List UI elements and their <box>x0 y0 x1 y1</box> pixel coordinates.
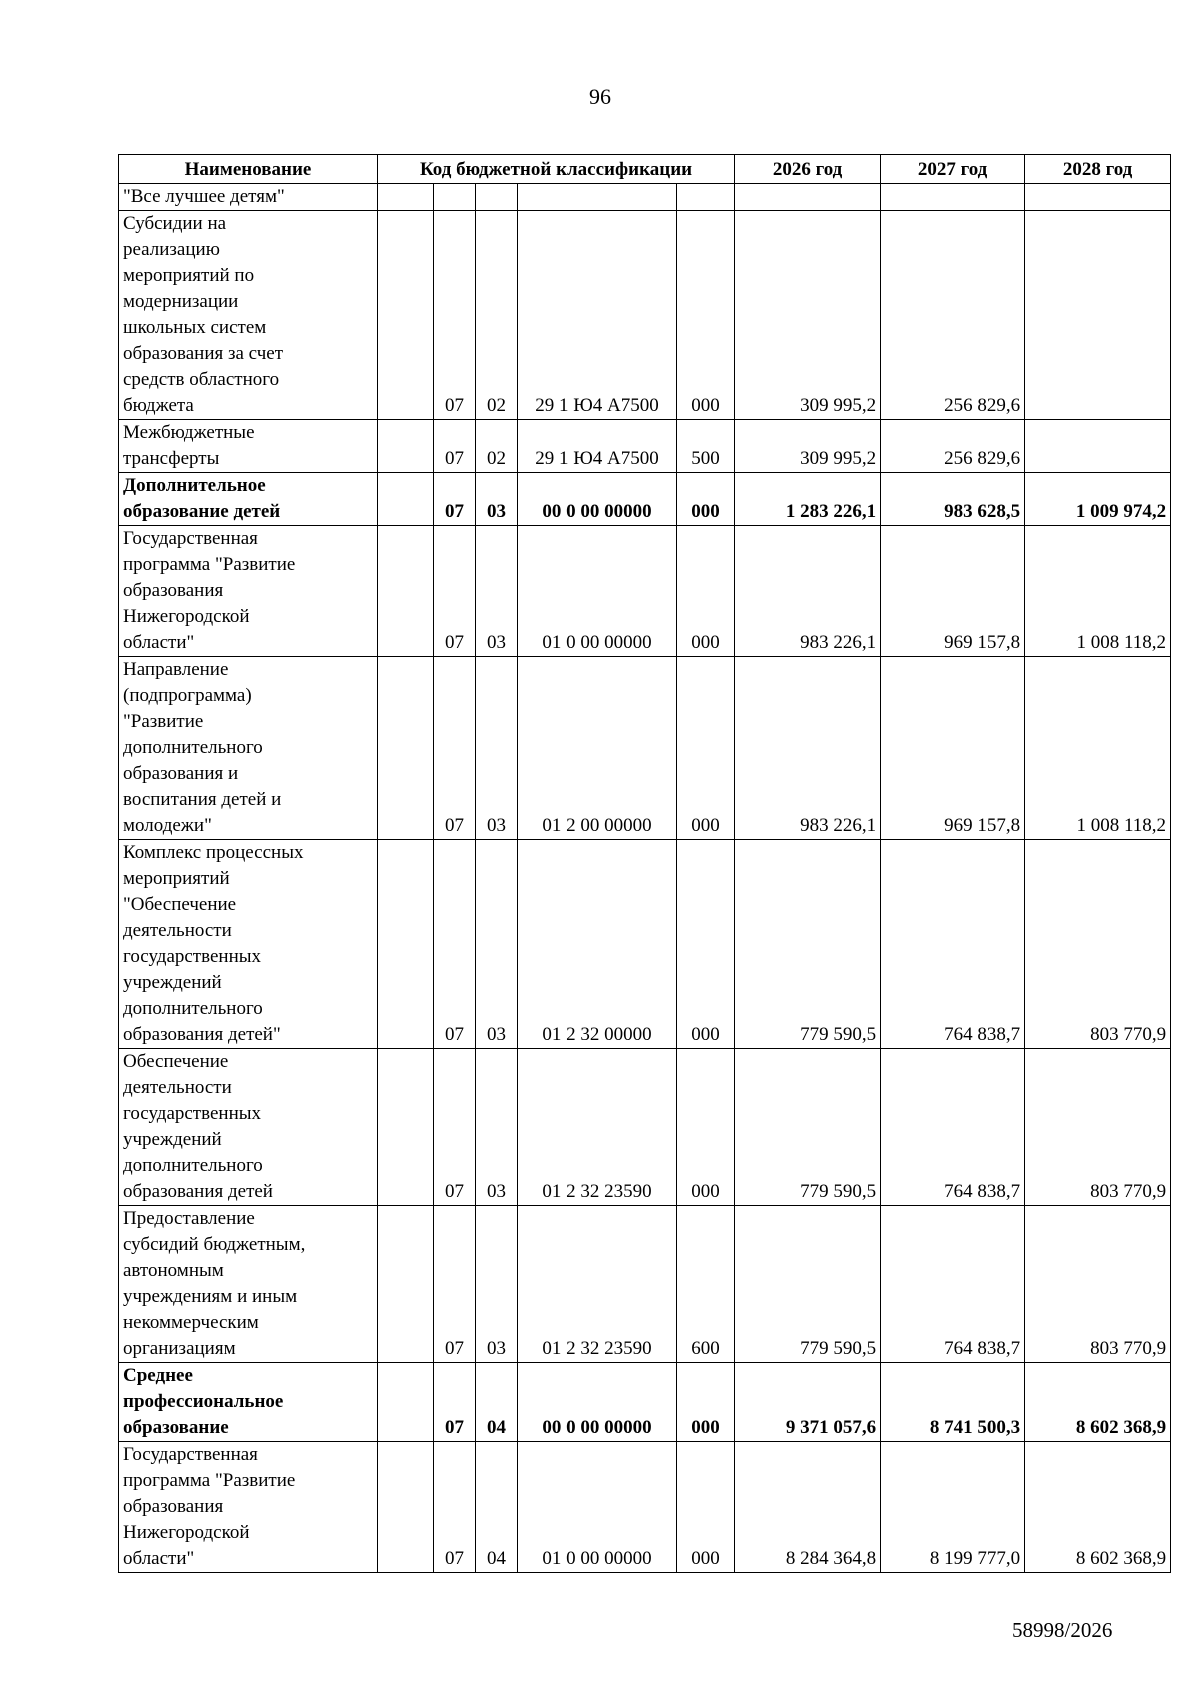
cell-2026: 309 995,2 <box>735 420 881 473</box>
cell-2026: 983 226,1 <box>735 657 881 840</box>
cell-2027 <box>881 184 1025 211</box>
cell-2028: 8 602 368,9 <box>1025 1442 1171 1573</box>
cell-code-target: 01 2 32 23590 <box>518 1049 677 1206</box>
cell-code-section: 07 <box>434 420 476 473</box>
table-row <box>119 473 1171 526</box>
cell-code-section <box>434 184 476 211</box>
budget-table <box>118 154 1171 1573</box>
cell-code-target: 00 0 00 00000 <box>518 473 677 526</box>
cell-code-ministry <box>378 211 434 420</box>
table-row <box>119 840 1171 1049</box>
cell-code-expense-type: 000 <box>677 473 735 526</box>
cell-2026 <box>735 184 881 211</box>
cell-code-subsection: 03 <box>476 840 518 1049</box>
cell-code-ministry <box>378 184 434 211</box>
cell-code-ministry <box>378 526 434 657</box>
cell-name: Обеспечение деятельности государственных учреждений дополнительного образования детей <box>119 1049 378 1206</box>
cell-code-ministry <box>378 420 434 473</box>
table-row <box>119 184 1171 211</box>
cell-code-expense-type: 000 <box>677 840 735 1049</box>
cell-2027: 8 741 500,3 <box>881 1363 1025 1442</box>
cell-name: Государственная программа "Развитие образования Нижегородской области" <box>119 1442 378 1573</box>
table-row <box>119 1206 1171 1363</box>
cell-2026: 8 284 364,8 <box>735 1442 881 1573</box>
cell-code-expense-type: 000 <box>677 211 735 420</box>
table-row <box>119 211 1171 420</box>
cell-2028: 1 008 118,2 <box>1025 526 1171 657</box>
cell-2028 <box>1025 211 1171 420</box>
cell-2027: 969 157,8 <box>881 657 1025 840</box>
cell-code-subsection <box>476 184 518 211</box>
cell-code-section: 07 <box>434 1206 476 1363</box>
table-row <box>119 526 1171 657</box>
cell-2028: 1 008 118,2 <box>1025 657 1171 840</box>
cell-2026: 309 995,2 <box>735 211 881 420</box>
cell-code-section: 07 <box>434 1049 476 1206</box>
cell-code-ministry <box>378 840 434 1049</box>
table-row <box>119 1442 1171 1573</box>
cell-code-target: 01 2 32 23590 <box>518 1206 677 1363</box>
cell-2026: 779 590,5 <box>735 1049 881 1206</box>
cell-2028: 803 770,9 <box>1025 840 1171 1049</box>
header-code: Код бюджетной классификации <box>378 155 735 184</box>
cell-name: Комплекс процессных мероприятий "Обеспечение деятельности государственных учреждений дополнительного образования детей" <box>119 840 378 1049</box>
cell-name: Среднее профессиональное образование <box>119 1363 378 1442</box>
cell-code-subsection: 03 <box>476 1049 518 1206</box>
cell-2026: 983 226,1 <box>735 526 881 657</box>
cell-code-expense-type: 000 <box>677 1049 735 1206</box>
cell-2026: 9 371 057,6 <box>735 1363 881 1442</box>
cell-code-expense-type <box>677 184 735 211</box>
cell-2027: 969 157,8 <box>881 526 1025 657</box>
cell-code-target: 29 1 Ю4 А7500 <box>518 420 677 473</box>
cell-code-expense-type: 000 <box>677 1363 735 1442</box>
cell-code-target: 29 1 Ю4 А7500 <box>518 211 677 420</box>
cell-code-section: 07 <box>434 840 476 1049</box>
cell-code-ministry <box>378 1049 434 1206</box>
cell-2026: 779 590,5 <box>735 1206 881 1363</box>
cell-2027: 256 829,6 <box>881 420 1025 473</box>
cell-2028 <box>1025 420 1171 473</box>
cell-code-section: 07 <box>434 1363 476 1442</box>
header-2028: 2028 год <box>1025 155 1171 184</box>
cell-2027: 764 838,7 <box>881 840 1025 1049</box>
cell-2027: 256 829,6 <box>881 211 1025 420</box>
cell-2028 <box>1025 184 1171 211</box>
cell-2027: 8 199 777,0 <box>881 1442 1025 1573</box>
cell-name: Направление (подпрограмма) "Развитие дополнительного образования и воспитания детей и молодежи" <box>119 657 378 840</box>
cell-code-subsection: 03 <box>476 1206 518 1363</box>
cell-2028: 8 602 368,9 <box>1025 1363 1171 1442</box>
cell-code-expense-type: 000 <box>677 657 735 840</box>
cell-code-ministry <box>378 1363 434 1442</box>
cell-code-subsection: 04 <box>476 1442 518 1573</box>
cell-code-ministry <box>378 657 434 840</box>
cell-code-subsection: 02 <box>476 211 518 420</box>
cell-code-section: 07 <box>434 211 476 420</box>
cell-name: Межбюджетные трансферты <box>119 420 378 473</box>
table-header-row <box>119 155 1171 184</box>
cell-2027: 764 838,7 <box>881 1049 1025 1206</box>
cell-code-subsection: 03 <box>476 657 518 840</box>
cell-2026: 1 283 226,1 <box>735 473 881 526</box>
cell-code-expense-type: 500 <box>677 420 735 473</box>
page-number: 96 <box>589 84 611 109</box>
cell-code-section: 07 <box>434 473 476 526</box>
cell-code-subsection: 04 <box>476 1363 518 1442</box>
cell-2028: 803 770,9 <box>1025 1206 1171 1363</box>
cell-name: Предоставление субсидий бюджетным, автономным учреждениям и иным некоммерческим организациям <box>119 1206 378 1363</box>
table-row <box>119 1049 1171 1206</box>
cell-code-ministry <box>378 1206 434 1363</box>
cell-code-target: 01 0 00 00000 <box>518 1442 677 1573</box>
cell-code-target: 01 0 00 00000 <box>518 526 677 657</box>
cell-code-expense-type: 000 <box>677 526 735 657</box>
cell-name: Субсидии на реализацию мероприятий по модернизации школьных систем образования за счет средств областного бюджета <box>119 211 378 420</box>
cell-name: Дополнительное образование детей <box>119 473 378 526</box>
cell-code-expense-type: 000 <box>677 1442 735 1573</box>
cell-code-subsection: 03 <box>476 473 518 526</box>
cell-2027: 983 628,5 <box>881 473 1025 526</box>
cell-code-ministry <box>378 473 434 526</box>
cell-name: "Все лучшее детям" <box>119 184 378 211</box>
table-row <box>119 657 1171 840</box>
cell-name: Государственная программа "Развитие образования Нижегородской области" <box>119 526 378 657</box>
cell-code-section: 07 <box>434 526 476 657</box>
document-id: 58998/2026 <box>1012 1618 1113 1642</box>
cell-code-target: 01 2 00 00000 <box>518 657 677 840</box>
cell-code-target: 00 0 00 00000 <box>518 1363 677 1442</box>
cell-code-ministry <box>378 1442 434 1573</box>
header-2027: 2027 год <box>881 155 1025 184</box>
cell-2027: 764 838,7 <box>881 1206 1025 1363</box>
cell-code-target <box>518 184 677 211</box>
cell-2026: 779 590,5 <box>735 840 881 1049</box>
table-row <box>119 420 1171 473</box>
header-name: Наименование <box>119 155 378 184</box>
cell-2028: 803 770,9 <box>1025 1049 1171 1206</box>
cell-code-section: 07 <box>434 657 476 840</box>
cell-code-target: 01 2 32 00000 <box>518 840 677 1049</box>
cell-code-subsection: 02 <box>476 420 518 473</box>
cell-code-subsection: 03 <box>476 526 518 657</box>
cell-2028: 1 009 974,2 <box>1025 473 1171 526</box>
table-row <box>119 1363 1171 1442</box>
cell-code-section: 07 <box>434 1442 476 1573</box>
header-2026: 2026 год <box>735 155 881 184</box>
cell-code-expense-type: 600 <box>677 1206 735 1363</box>
